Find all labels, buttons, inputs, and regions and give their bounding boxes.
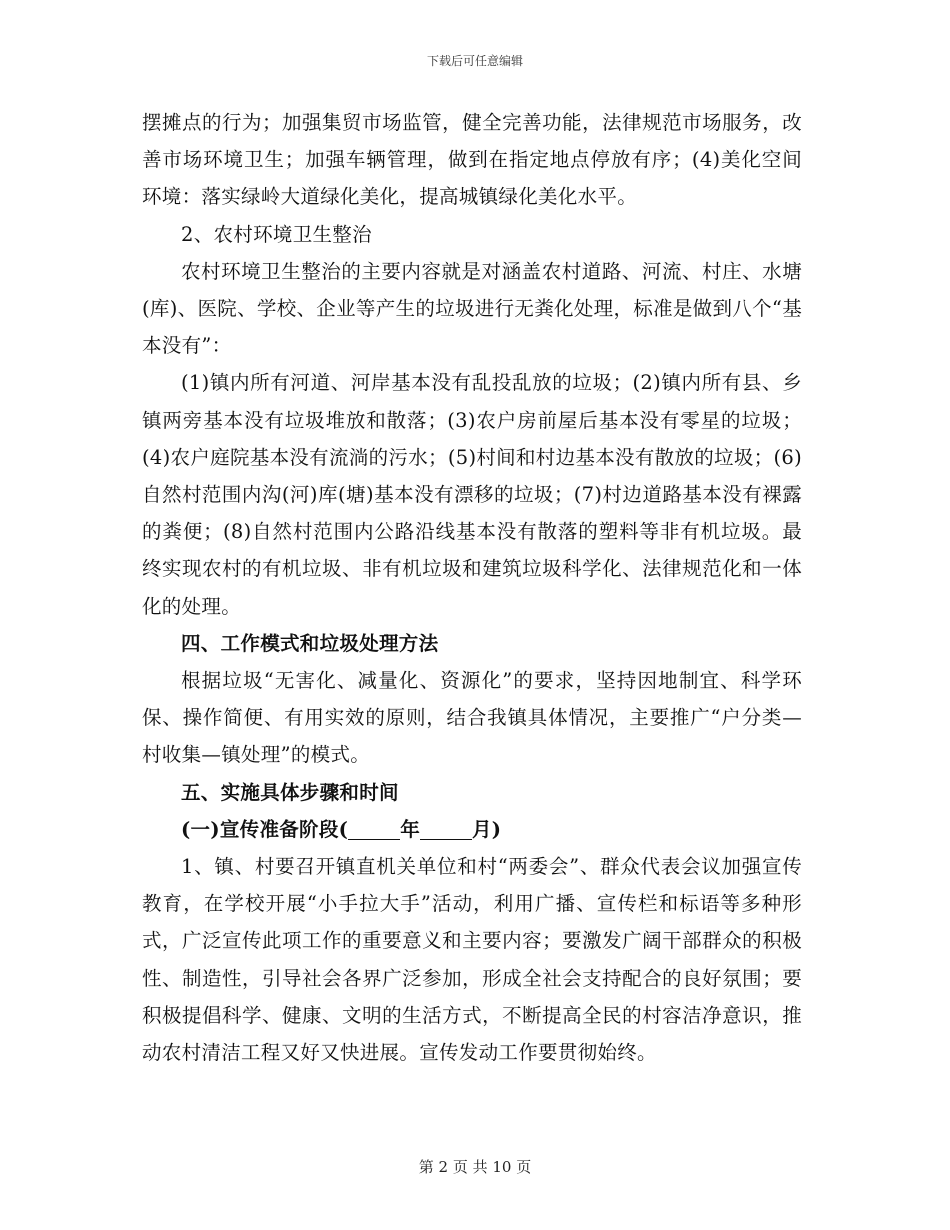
- section-heading-work-mode: 四、工作模式和垃圾处理方法: [181, 631, 439, 655]
- month-label: 月): [472, 817, 502, 841]
- paragraph-market-management: 摆摊点的行为；加强集贸市场监管，健全完善功能，法律规范市场服务，改善市场环境卫生；加强车辆管理，做到在指定地点停放有序；(4)美化空间环境：落实绿岭大道绿化美化，提高城镇绿化美化水平。: [142, 111, 802, 209]
- paragraph-work-mode: 根据垃圾“无害化、减量化、资源化”的要求，坚持因地制宜、科学环保、操作简便、有用实效的原则，结合我镇具体情况，主要推广“户分类—村收集—镇处理”的模式。: [142, 669, 802, 767]
- page-number: 第 2 页 共 10 页: [418, 1158, 532, 1176]
- section-heading-implementation: 五、实施具体步骤和时间: [181, 780, 399, 804]
- year-blank: [348, 817, 400, 840]
- month-blank: [420, 817, 472, 840]
- paragraph-publicity-details: 1、镇、村要召开镇直机关单位和村“两委会”、群众代表会议加强宣传教育，在学校开展“小手拉大手”活动，利用广播、宣传栏和标语等多种形式，广泛宣传此项工作的重要意义和主要内容；要激发广阔干部群众的积极性、制造性，引导社会各界广泛参加，形成全社会支持配合的良好氛围；要积极提倡科学、健康、文明的生活方式，不断提高全民的村容洁净意识，推动农村清洁工程又好又快进展。宣传发动工作要贯彻始终。: [142, 855, 802, 1065]
- paragraph-rural-sanitation-intro: 农村环境卫生整治的主要内容就是对涵盖农村道路、河流、村庄、水塘(库)、医院、学校、企业等产生的垃圾进行无粪化处理，标准是做到八个“基本没有”：: [142, 259, 802, 358]
- document-body: [142, 104, 802, 1071]
- publicity-stage-prefix: (一)宣传准备阶段(: [181, 817, 349, 841]
- subsection-heading-publicity-stage: [142, 811, 802, 848]
- paragraph-eight-standards: (1)镇内所有河道、河岸基本没有乱投乱放的垃圾；(2)镇内所有县、乡镇两旁基本没有垃圾堆放和散落；(3)农户房前屋后基本没有零星的垃圾；(4)农户庭院基本没有流淌的污水；(5)村间和村边基本没有散放的垃圾；(6)自然村范围内沟(河)库(塘)基本没有漂移的垃圾；(7)村边道路基本没有裸露的粪便；(8)自然村范围内公路沿线基本没有散落的塑料等非有机垃圾。最终实现农村的有机垃圾、非有机垃圾和建筑垃圾科学化、法律规范化和一体化的处理。: [142, 371, 802, 618]
- year-label: 年: [400, 817, 420, 841]
- section-heading-rural-sanitation: 2、农村环境卫生整治: [181, 222, 372, 246]
- header-note: 下载后可任意编辑: [426, 54, 523, 68]
